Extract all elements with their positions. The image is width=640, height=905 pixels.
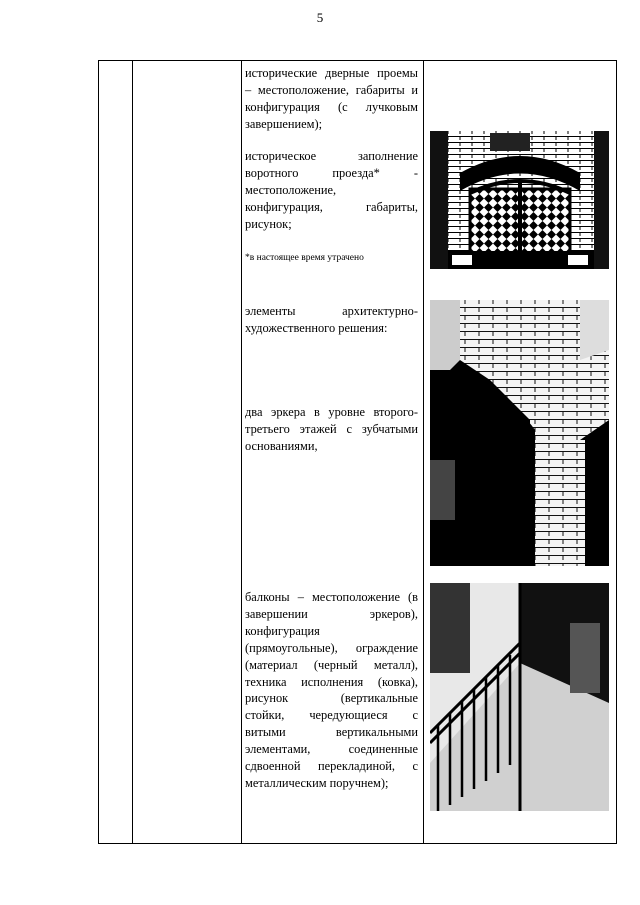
text-line: конфигурация, габариты, <box>245 199 418 214</box>
text-line: рисунок; <box>245 216 292 231</box>
entry-balconies <box>245 589 418 792</box>
text-line: (материал (черный металл), <box>245 657 418 672</box>
text-line: художественного решения: <box>245 320 388 335</box>
text-line: третьего этажей с зубчатыми <box>245 421 418 436</box>
text-line: конфигурация <box>245 623 320 638</box>
text-line: сдвоенной перекладиной, с <box>245 759 418 774</box>
column-divider <box>423 61 424 843</box>
text-line: – местоположение, габариты и <box>245 82 418 97</box>
entry-bay-windows <box>245 404 418 455</box>
text-line: два эркера в уровне второго- <box>245 405 418 419</box>
text-line: исторические дверные проемы <box>245 66 418 80</box>
column-divider <box>132 61 133 843</box>
text-line: завершении эркеров), <box>245 606 418 621</box>
footnote-lost: *в настоящее время утрачено <box>245 253 364 263</box>
text-line: местоположение, <box>245 182 337 197</box>
text-line: конфигурация (с лучковым <box>245 99 418 114</box>
text-line: витыми вертикальными <box>245 725 418 740</box>
balcony-illustration <box>430 583 609 811</box>
text-line: историческое заполнение <box>245 149 418 163</box>
balcony-photo <box>430 583 609 811</box>
column-divider <box>241 61 242 843</box>
entry-door-openings <box>245 65 418 133</box>
text-line: воротного проезда* - <box>245 165 418 180</box>
text-line: металлическим поручнем); <box>245 775 389 790</box>
bay-window-illustration <box>430 300 609 566</box>
text-line: основаниями, <box>245 438 318 453</box>
bay-window-photo <box>430 300 609 566</box>
protected-elements-table <box>98 60 617 844</box>
text-line: завершением); <box>245 116 323 131</box>
entry-architectural-elements <box>245 303 418 337</box>
text-line: (прямоугольные), ограждение <box>245 640 418 655</box>
entry-gate-filling <box>245 148 418 233</box>
text-line: техника исполнения (ковка), <box>245 674 418 689</box>
page-number: 5 <box>316 10 324 25</box>
gate-illustration <box>430 131 609 269</box>
text-line: балконы – местоположение (в <box>245 590 418 604</box>
text-line: элементами, соединенные <box>245 742 418 757</box>
text-line: стойки, чередующиеся с <box>245 708 418 723</box>
text-line: рисунок (вертикальные <box>245 691 418 706</box>
gate-photo <box>430 131 609 269</box>
text-line: элементы архитектурно- <box>245 304 418 318</box>
